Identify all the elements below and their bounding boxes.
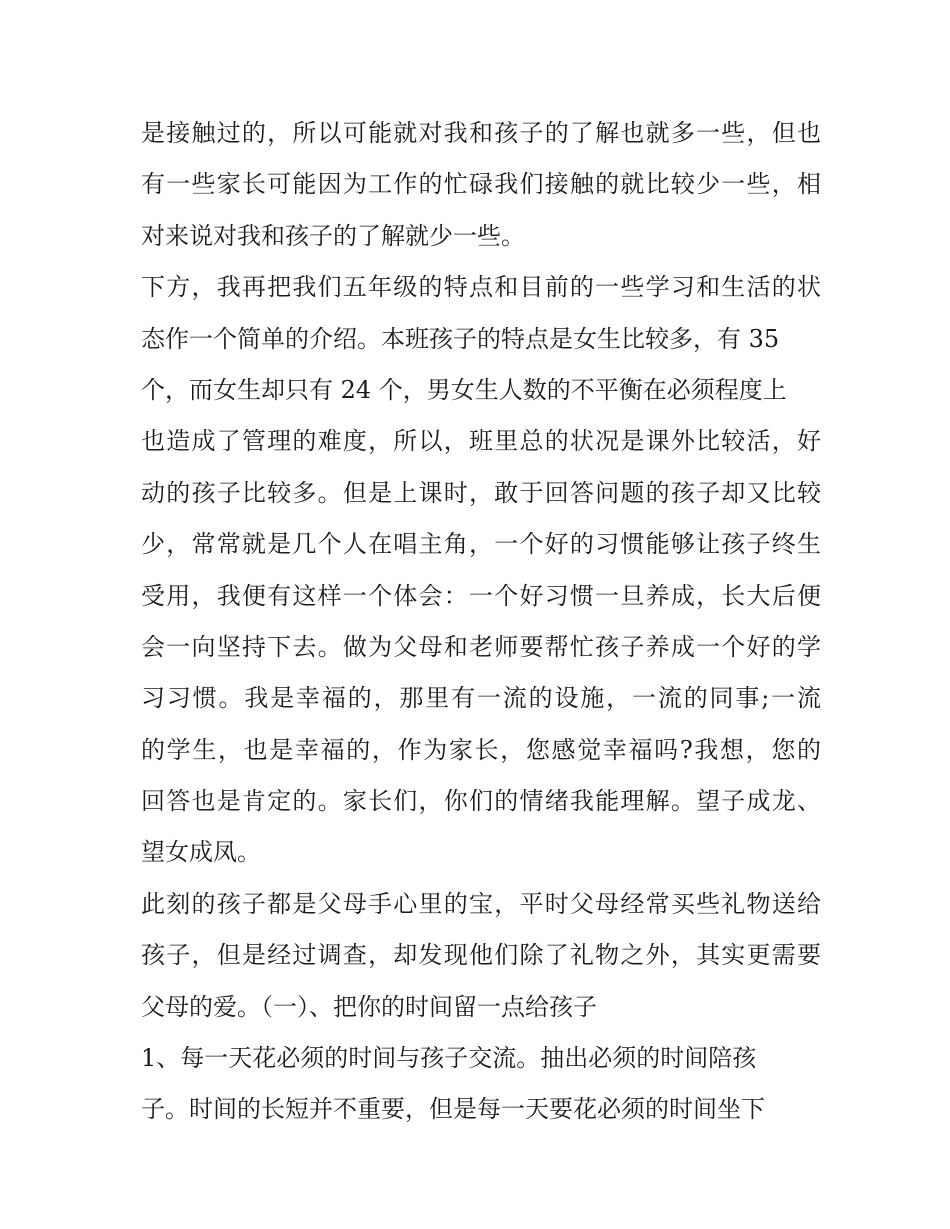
text-line: 对来说对我和孩子的了解就少一些。: [141, 221, 525, 250]
text-line: 有一些家长可能因为工作的忙碌我们接触的就比较少一些，相: [141, 170, 821, 199]
text-line: 会一向坚持下去。做为父母和老师要帮忙孩子养成一个好的学: [141, 632, 821, 661]
text-line: 习习惯。我是幸福的，那里有一流的设施，一流的同事;一流: [141, 684, 821, 713]
text-line: 1、每一天花必须的时间与孩子交流。抽出必须的时间陪孩: [141, 1044, 757, 1073]
text-line: 此刻的孩子都是父母手心里的宝，平时父母经常买些礼物送给: [141, 889, 821, 918]
text-line: 少，常常就是几个人在唱主角，一个好的习惯能够让孩子终生: [141, 530, 821, 559]
text-line: 孩子，但是经过调查，却发现他们除了礼物之外，其实更需要: [141, 941, 821, 970]
text-line: 子。时间的长短并不重要，但是每一天要花必须的时间坐下: [141, 1095, 765, 1124]
text-line: 受用，我便有这样一个体会：一个好习惯一旦养成，长大后便: [141, 581, 821, 610]
text-line: 也造成了管理的难度，所以，班里总的状况是课外比较活，好: [141, 427, 821, 456]
text-line: 是接触过的，所以可能就对我和孩子的了解也就多一些，但也: [141, 119, 821, 147]
text-line: 望女成凤。: [141, 838, 261, 867]
text-line: 回答也是肯定的。家长们，你们的情绪我能理解。望子成龙、: [141, 787, 821, 816]
text-line: 父母的爱。（一）、把你的时间留一点给孩子: [141, 992, 597, 1021]
text-line: 动的孩子比较多。但是上课时，敢于回答问题的孩子却又比较: [141, 478, 821, 507]
text-line: 下方，我再把我们五年级的特点和目前的一些学习和生活的状: [141, 273, 821, 302]
body-text: [141, 108, 821, 1136]
text-line: 个，而女生却只有 24 个，男女生人数的不平衡在必须程度上: [141, 375, 787, 404]
text-line: 态作一个简单的介绍。本班孩子的特点是女生比较多，有 35: [141, 324, 780, 353]
text-line: 的学生，也是幸福的，作为家长，您感觉幸福吗?我想，您的: [141, 735, 821, 764]
